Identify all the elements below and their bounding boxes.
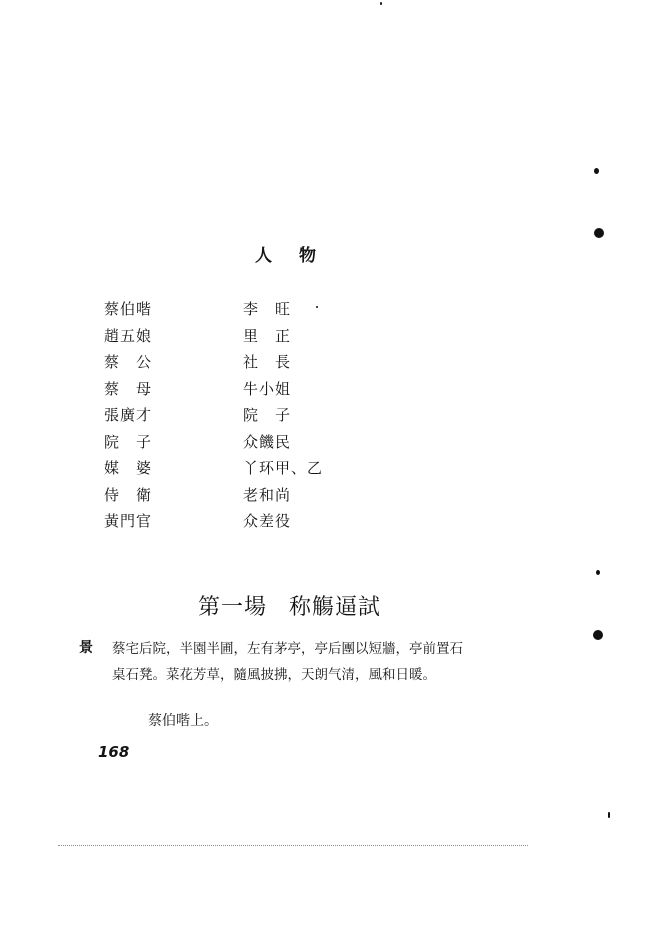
cast-item: 众饑民 xyxy=(243,432,292,451)
scan-speck xyxy=(596,570,600,575)
cast-item: 院 子 xyxy=(243,406,292,424)
cast-item: 院 子 xyxy=(104,432,153,451)
scan-speck xyxy=(608,812,610,818)
cast-item: 李 旺 xyxy=(243,300,292,318)
cast-heading-part1: 人 xyxy=(255,246,273,266)
entrance-direction: 蔡伯喈上。 xyxy=(148,713,218,729)
stage-direction-line: 桌石凳。菜花芳草，隨風披拂，天朗气清，風和日暖。 xyxy=(112,667,436,683)
scan-speck xyxy=(594,228,604,238)
scan-artifact-line xyxy=(58,845,528,848)
cast-item: 蔡 母 xyxy=(104,379,153,398)
cast-item: 蔡 公 xyxy=(104,353,153,371)
cast-item: 侍 衛 xyxy=(104,485,153,504)
scan-speck xyxy=(594,168,599,174)
cast-list-left xyxy=(104,296,152,535)
page-number: 168 xyxy=(98,743,130,761)
cast-item: 社 長 xyxy=(243,353,292,371)
cast-item: 牛小姐 xyxy=(243,379,292,398)
cast-item: 黃門官 xyxy=(104,512,153,530)
cast-heading xyxy=(255,241,317,266)
stage-direction xyxy=(112,636,472,688)
cast-item: 里 正 xyxy=(243,326,292,345)
scan-speck xyxy=(380,2,382,5)
cast-item: 蔡伯喈 xyxy=(104,300,153,318)
scene-title xyxy=(198,590,381,621)
cast-item: 張廣才 xyxy=(104,406,153,424)
scan-speck xyxy=(593,630,603,640)
cast-heading-part2: 物 xyxy=(299,246,317,266)
cast-item: 媒 婆 xyxy=(104,459,153,477)
cast-item: 众差役 xyxy=(243,512,292,530)
cast-list-right xyxy=(243,296,323,535)
cast-item: 丫环甲、乙 xyxy=(243,459,324,477)
scene-number: 第一場 xyxy=(198,595,268,620)
stage-label: 景 xyxy=(79,640,93,656)
scan-speck xyxy=(316,306,318,308)
scene-name: 称觴逼試 xyxy=(289,595,382,620)
cast-item: 趙五娘 xyxy=(104,326,153,345)
stage-direction-line: 蔡宅后院，半園半圃，左有茅亭，亭后團以短牆，亭前置石 xyxy=(112,641,463,657)
cast-item: 老和尚 xyxy=(243,485,292,504)
